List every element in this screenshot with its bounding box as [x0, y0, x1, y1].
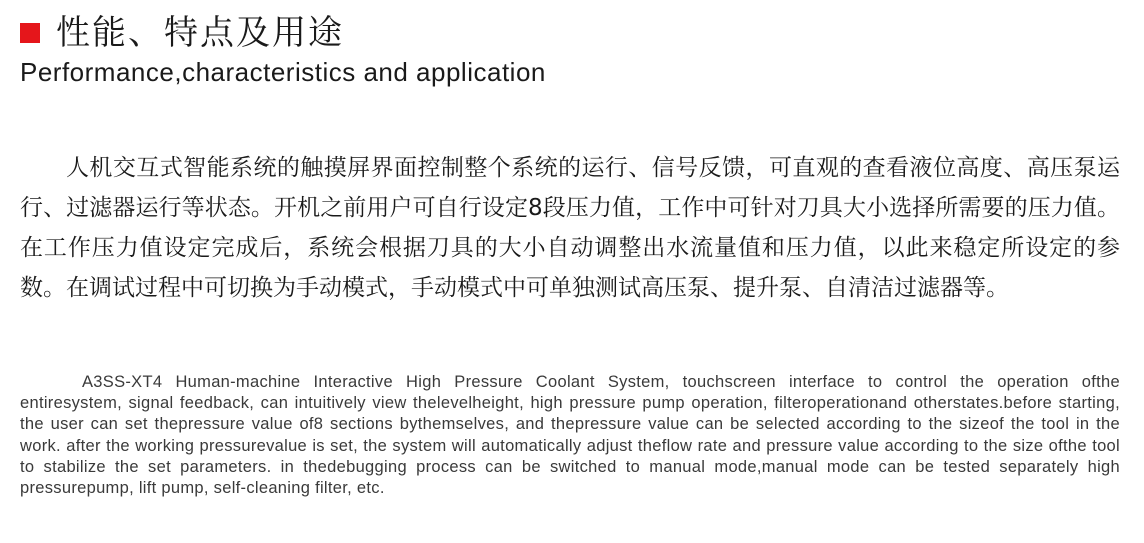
paragraph-chinese: 人机交互式智能系统的触摸屏界面控制整个系统的运行、信号反馈，可直观的查看液位高度、高压泵运行、过滤器运行等状态。开机之前用户可自行设定8段压力值，工作中可针对刀具大小选择所需要的压力值。在工作压力值设定完成后，系统会根据刀具的大小自动调整出水流量值和压力值，以此来稳定所设定的参数。在调试过程中可切换为手动模式，手动模式中可单独测试高压泵、提升泵、自清洁过滤器等。 — [20, 155, 1120, 301]
section-heading — [20, 10, 1120, 88]
red-square-bullet-icon — [20, 23, 40, 43]
title-row — [20, 10, 1120, 56]
paragraph-english: A3SS-XT4 Human-machine Interactive High Pressure Coolant System, touchscreen interface to control the operation ofthe entiresystem, signal feedback, can intuitively view thelevelheight, high pressure pump operation, filteroperationand otherstates.before starting, the user can set thepressure value of8 sections bythemselves, and thepressure value can be selected according to the sizeof the tool in the work. after the working pressurevalue is set, the system will automatically adjust theflow rate and pressure value according to the size ofthe tool to stabilize the set parameters. in thedebugging process can be switched to manual mode,manual mode can be tested separately high pressurepump, lift pump, self-cleaning filter, etc. — [20, 373, 1120, 498]
section-title-chinese: 性能、特点及用途 — [56, 13, 344, 53]
section-title-english: Performance,characteristics and application — [20, 57, 546, 87]
